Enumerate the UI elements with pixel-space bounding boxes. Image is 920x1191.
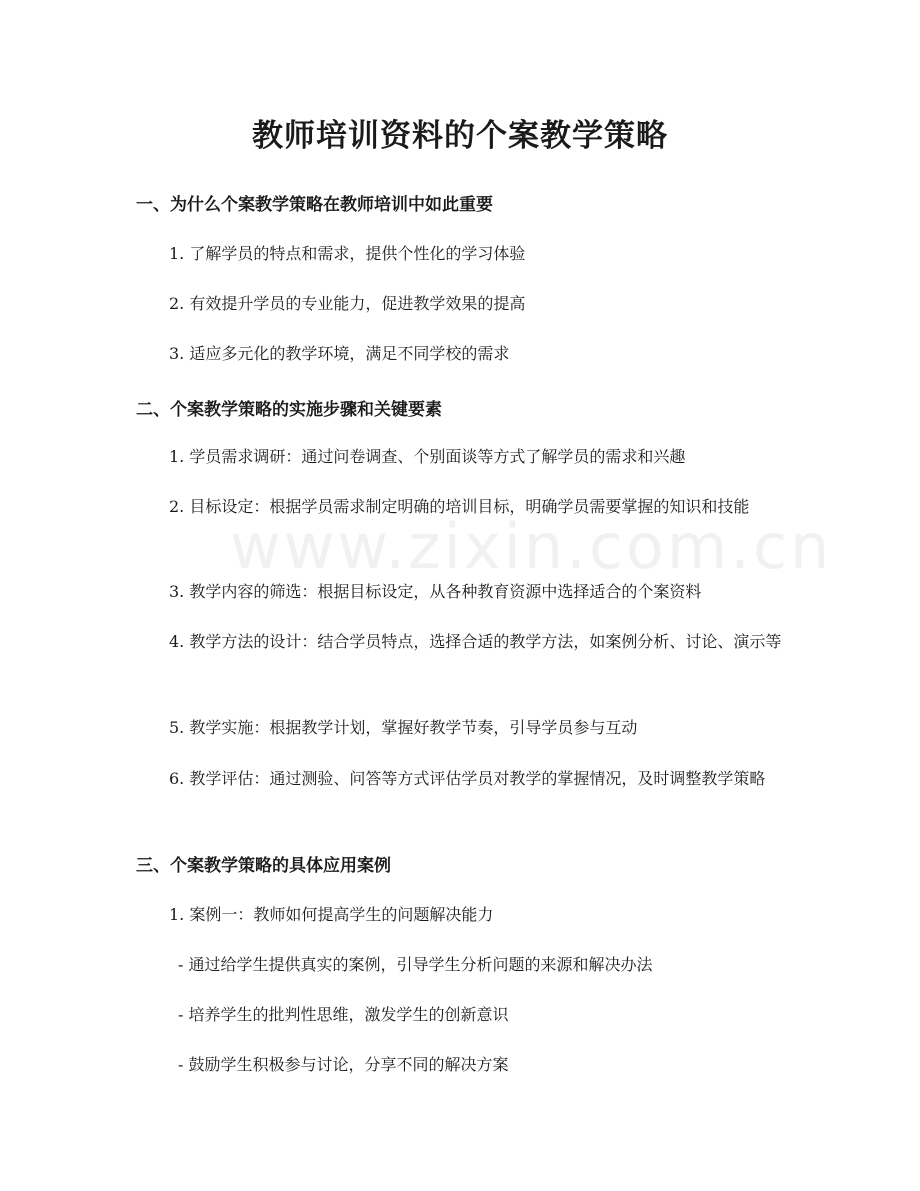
watermark: www.zixin.com.cn [230,510,833,583]
section-heading-3: 三、个案教学策略的具体应用案例 [136,856,391,876]
section-heading-2: 二、个案教学策略的实施步骤和关键要素 [136,400,442,420]
section-2-item-3: 3. 教学内容的筛选：根据目标设定，从各种教育资源中选择适合的个案资料 [169,582,702,601]
section-2-item-5: 5. 教学实施：根据教学计划，掌握好教学节奏，引导学员参与互动 [169,718,638,737]
section-3-item-1: 1. 案例一：教师如何提高学生的问题解决能力 [169,905,494,924]
section-2-item-4: 4. 教学方法的设计：结合学员特点，选择合适的教学方法，如案例分析、讨论、演示等 [169,632,782,651]
section-1-item-3: 3. 适应多元化的教学环境，满足不同学校的需求 [169,344,510,363]
section-1-item-1: 1. 了解学员的特点和需求，提供个性化的学习体验 [169,244,526,263]
section-3-subitem-2: - 培养学生的批判性思维，激发学生的创新意识 [178,1005,509,1024]
document-title: 教师培训资料的个案教学策略 [252,118,668,154]
section-3-subitem-1: - 通过给学生提供真实的案例，引导学生分析问题的来源和解决办法 [178,955,653,974]
section-2-item-1: 1. 学员需求调研：通过问卷调查、个别面谈等方式了解学员的需求和兴趣 [169,447,686,466]
section-2-item-6: 6. 教学评估：通过测验、问答等方式评估学员对教学的掌握情况，及时调整教学策略 [169,769,766,788]
section-3-subitem-3: - 鼓励学生积极参与讨论，分享不同的解决方案 [178,1055,509,1074]
section-1-item-2: 2. 有效提升学员的专业能力，促进教学效果的提高 [169,294,526,313]
section-heading-1: 一、为什么个案教学策略在教师培训中如此重要 [136,195,493,215]
section-2-item-2: 2. 目标设定：根据学员需求制定明确的培训目标，明确学员需要掌握的知识和技能 [169,497,750,516]
